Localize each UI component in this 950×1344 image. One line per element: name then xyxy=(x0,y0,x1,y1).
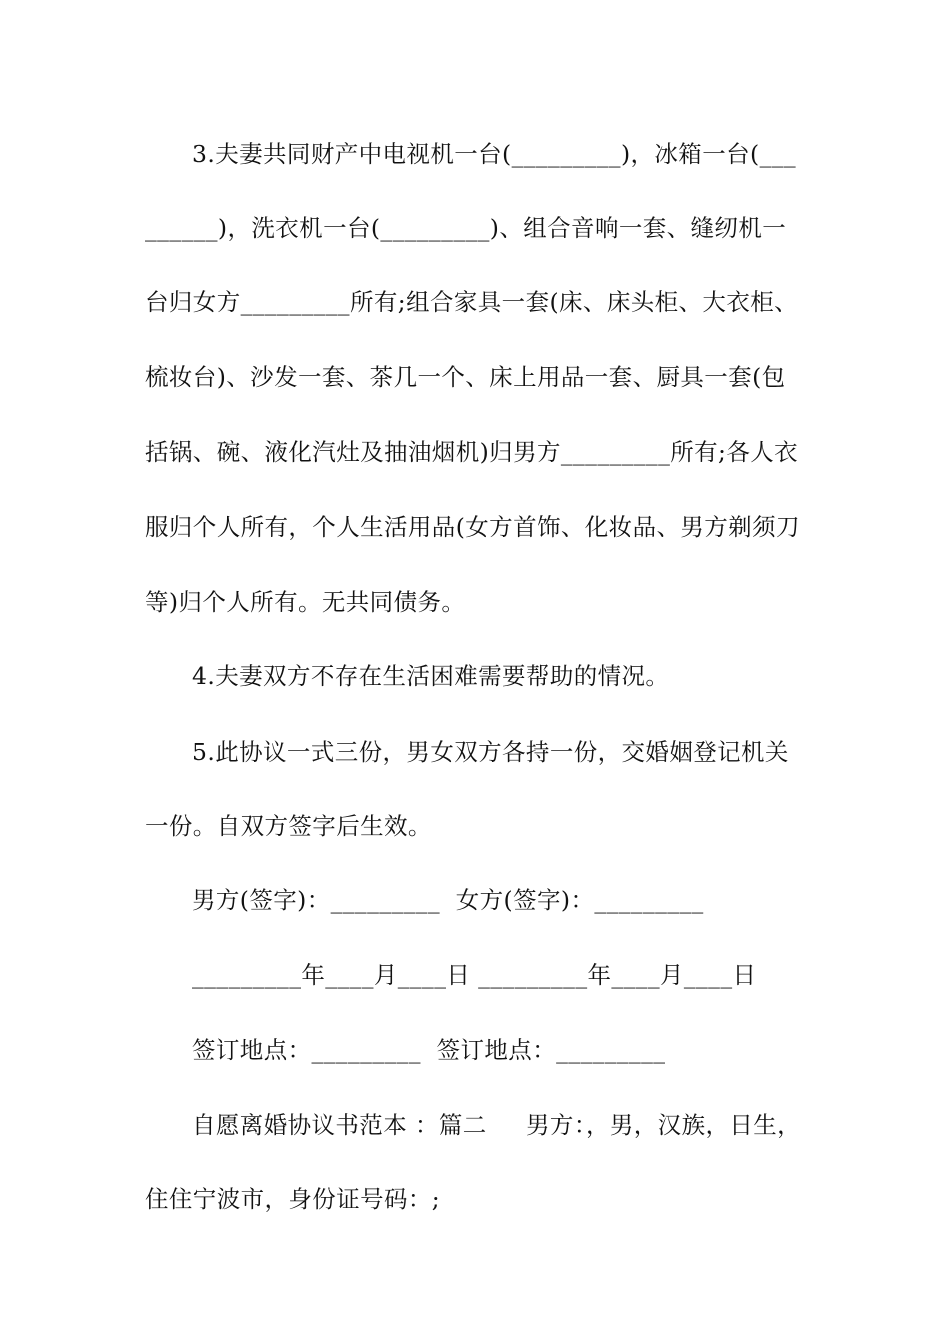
clause-3-line-3: 台归女方_________所有;组合家具一套(床、床头柜、大衣柜、 xyxy=(145,288,799,316)
section-two-heading-line: 自愿离婚协议书范本 ：篇二 男方：，男，汉族，日生， xyxy=(192,1111,802,1139)
clause-3-line-7: 等)归个人所有。无共同债务。 xyxy=(145,588,466,616)
clause-3-line-2: ______)，洗衣机一台(_________)、组合音响一套、缝纫机一 xyxy=(145,214,787,242)
signing-place-line: 签订地点：_________ 签订地点：_________ xyxy=(192,1036,666,1064)
signature-line: 男方(签字)：_________ 女方(签字)：_________ xyxy=(192,886,704,914)
address-line: 住住宁波市，身份证号码：; xyxy=(145,1185,441,1213)
clause-3-line-5: 括锅、碗、液化汽灶及抽油烟机)归男方_________所有;各人衣 xyxy=(145,438,799,466)
clause-4: 4.夫妻双方不存在生活困难需要帮助的情况。 xyxy=(192,662,670,690)
clause-3-line-4: 梳妆台)、沙发一套、茶几一个、床上用品一套、厨具一套(包 xyxy=(145,363,786,391)
clause-3-line-6: 服归个人所有，个人生活用品(女方首饰、化妆品、男方剃须刀 xyxy=(145,513,800,541)
clause-3-line-1: 3.夫妻共同财产中电视机一台(_________)，冰箱一台(___ xyxy=(192,140,797,168)
clause-5-line-1: 5.此协议一式三份，男女双方各持一份，交婚姻登记机关 xyxy=(192,738,789,766)
date-line: _________年____月____日 _________年____月____日 xyxy=(192,961,757,989)
clause-5-line-2: 一份。自双方签字后生效。 xyxy=(145,812,432,840)
